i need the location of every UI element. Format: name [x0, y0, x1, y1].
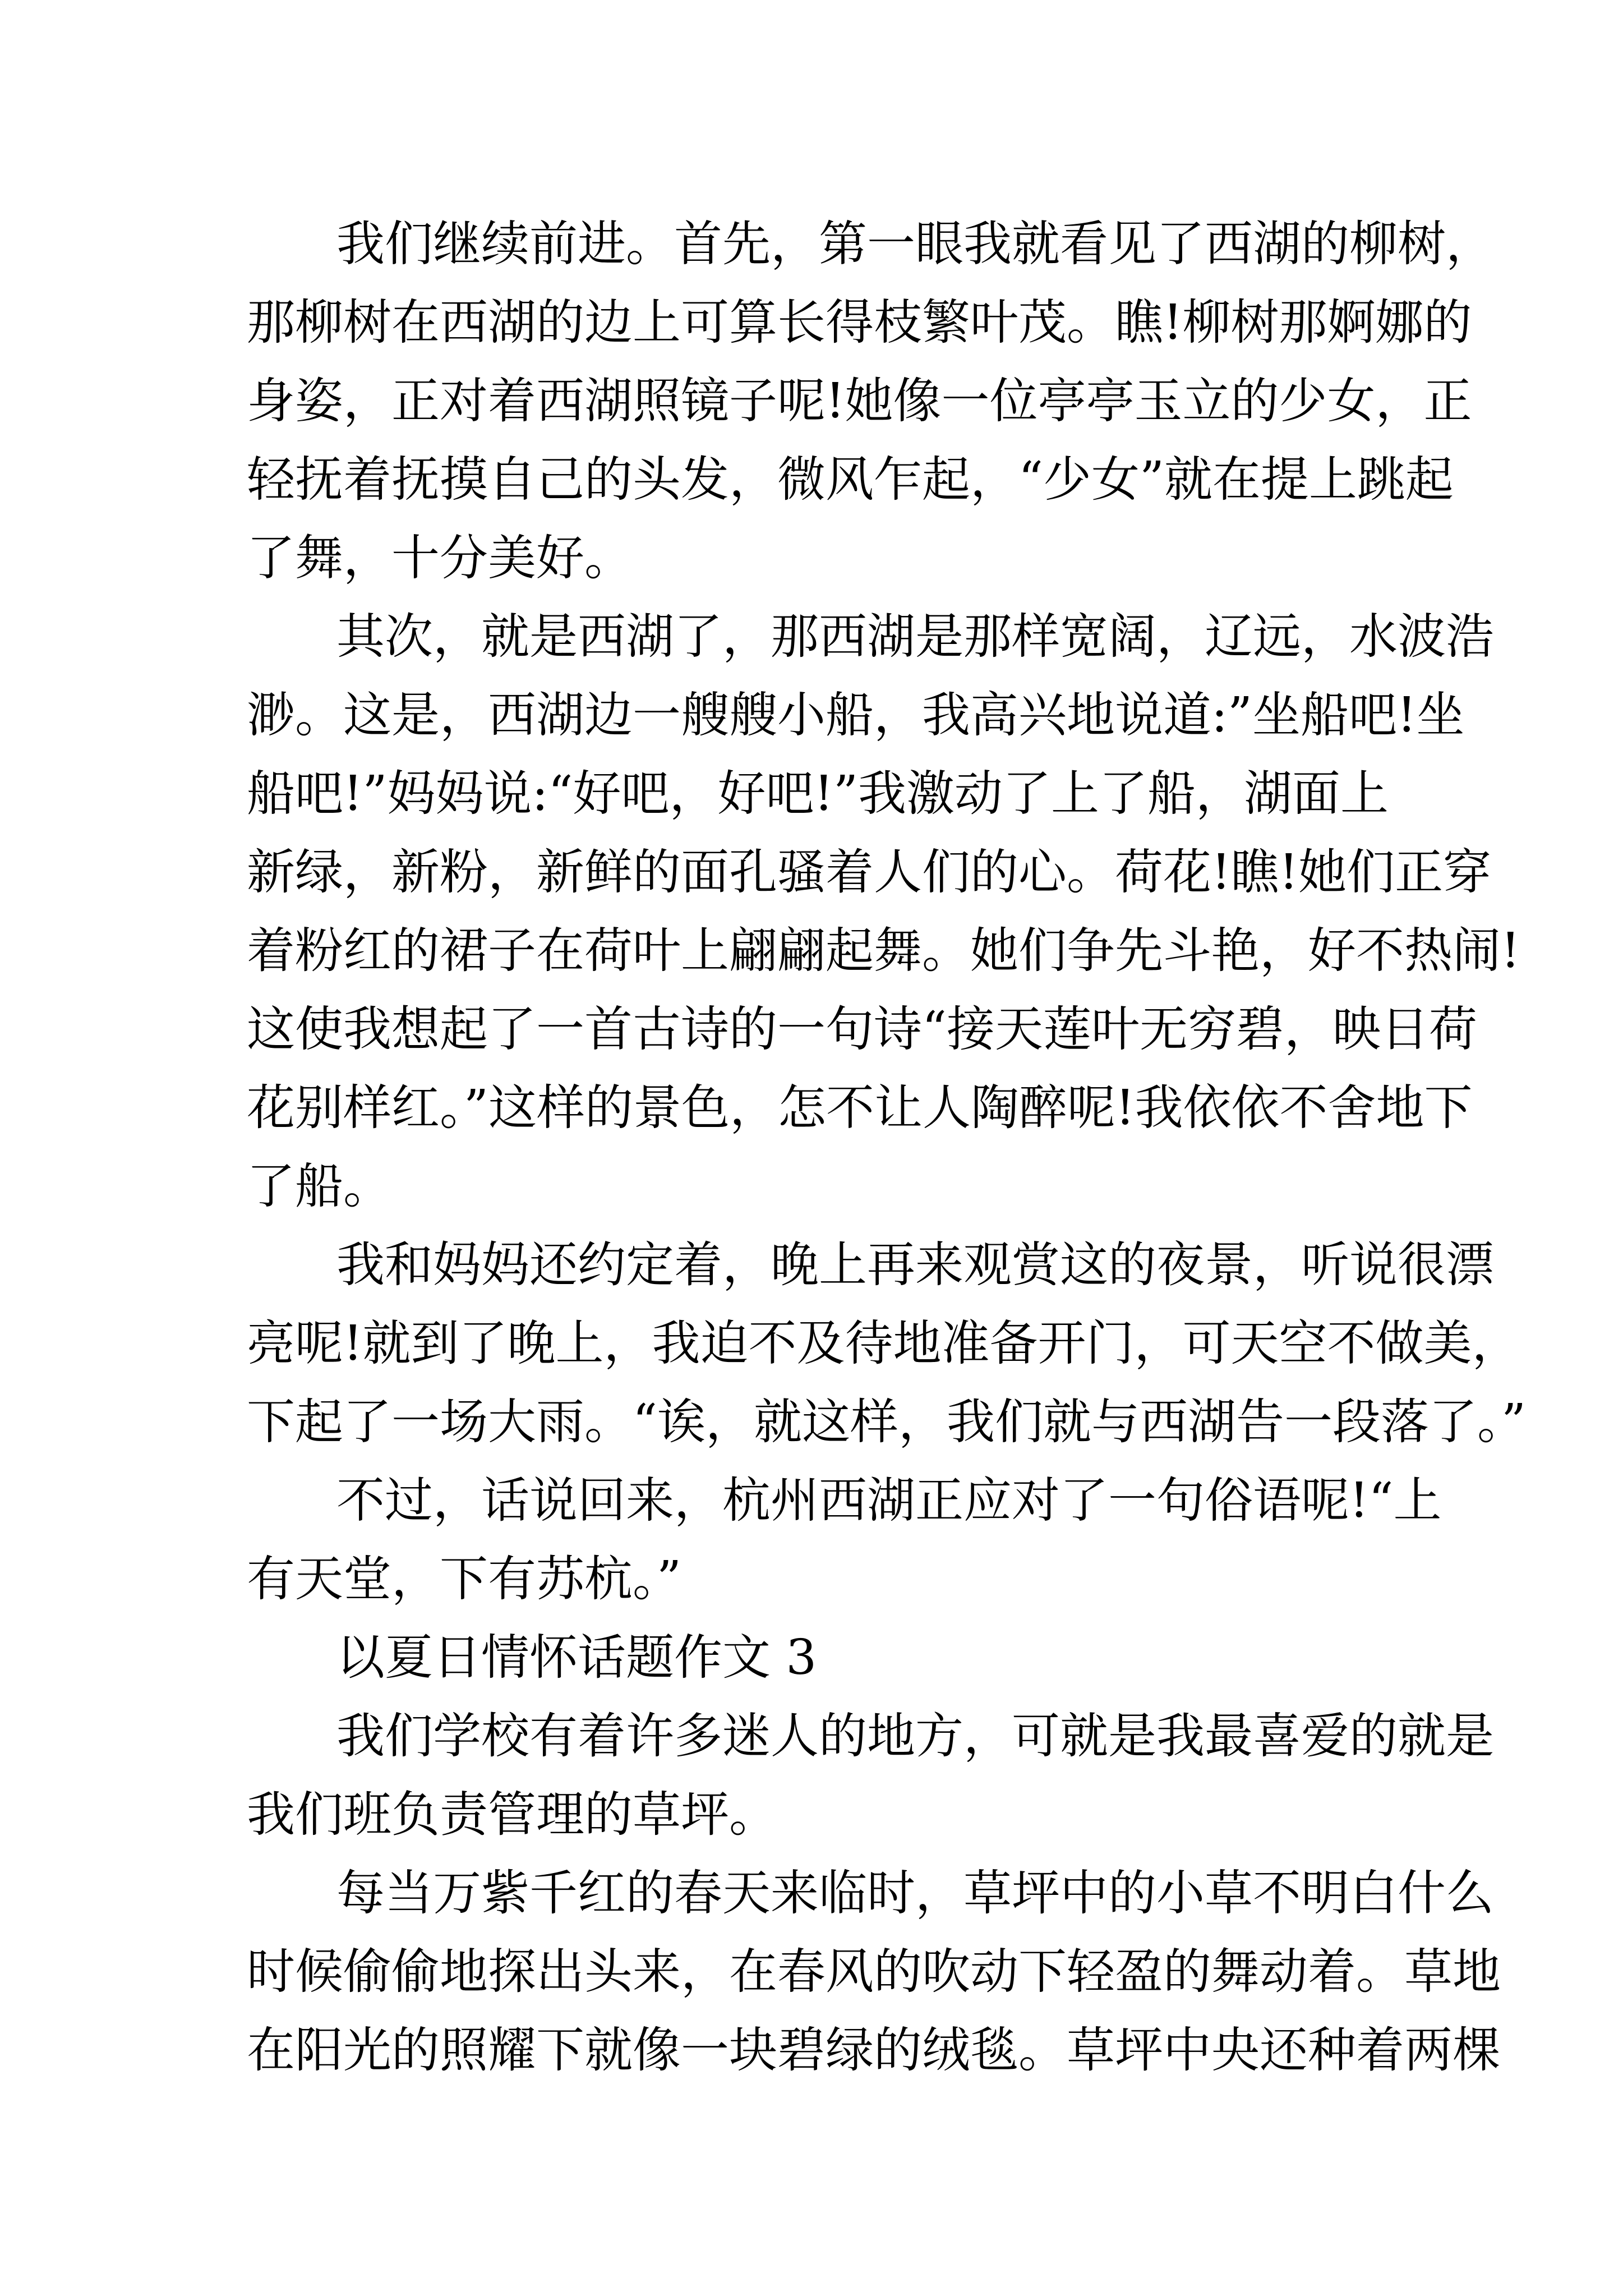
text-line: 这使我想起了一首古诗的一句诗“接天莲叶无穷碧，映日荷	[247, 1001, 1477, 1057]
section-heading: 以夏日情怀话题作文 3	[336, 1630, 817, 1686]
text-line: 我们学校有着许多迷人的地方，可就是我最喜爱的就是	[336, 1708, 1494, 1764]
text-line: 渺。这是，西湖边一艘艘小船，我高兴地说道:”坐船吧!坐	[247, 687, 1465, 743]
text-line: 着粉红的裙子在荷叶上翩翩起舞。她们争先斗艳，好不热闹!	[247, 923, 1520, 979]
text-line: 我和妈妈还约定着，晚上再来观赏这的夜景，听说很漂	[336, 1237, 1494, 1293]
text-line: 了舞，十分美好。	[247, 530, 633, 586]
text-line: 在阳光的照耀下就像一块碧绿的绒毯。草坪中央还种着两棵	[247, 2022, 1501, 2078]
text-line: 其次，就是西湖了，那西湖是那样宽阔，辽远，水波浩	[336, 609, 1494, 665]
text-line: 轻抚着抚摸自己的头发，微风乍起，“少女”就在提上跳起	[247, 452, 1454, 508]
text-line: 船吧!”妈妈说:“好吧，好吧!”我激动了上了船，湖面上	[247, 766, 1389, 822]
text-line: 那柳树在西湖的边上可算长得枝繁叶茂。瞧!柳树那婀娜的	[247, 295, 1472, 351]
text-line: 新绿，新粉，新鲜的面孔骚着人们的心。荷花!瞧!她们正穿	[247, 844, 1492, 900]
text-line: 了船。	[247, 1158, 391, 1214]
text-line: 每当万紫千红的春天来临时，草坪中的小草不明白什么	[336, 1865, 1494, 1921]
text-line: 花别样红。”这样的景色，怎不让人陶醉呢!我依依不舍地下	[247, 1080, 1473, 1136]
text-line: 亮呢!就到了晚上，我迫不及待地准备开门，可天空不做美，	[247, 1315, 1520, 1372]
text-line: 身姿，正对着西湖照镜子呢!她像一位亭亭玉立的少女，正	[247, 373, 1472, 429]
text-line: 时候偷偷地探出头来，在春风的吹动下轻盈的舞动着。草地	[247, 1944, 1501, 2000]
text-line: 下起了一场大雨。“诶，就这样，我们就与西湖告一段落了。”	[247, 1394, 1526, 1450]
text-line: 有天堂，下有苏杭。”	[247, 1551, 681, 1607]
text-line: 我们班负责管理的草坪。	[247, 1787, 777, 1843]
text-line: 不过，话说回来，杭州西湖正应对了一句俗语呢!“上	[336, 1473, 1442, 1529]
text-line: 我们继续前进。首先，第一眼我就看见了西湖的柳树，	[336, 216, 1494, 272]
